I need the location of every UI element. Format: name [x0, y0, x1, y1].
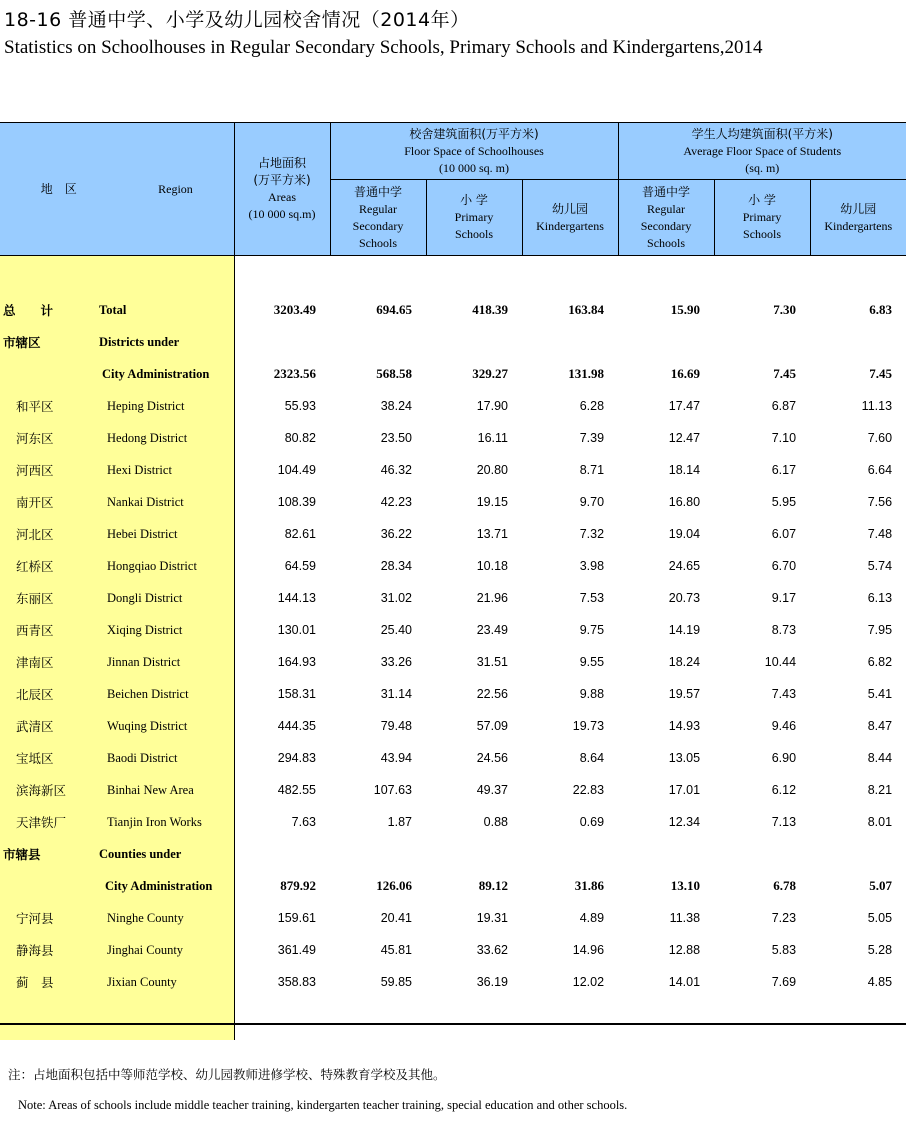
value-cell: 24.65	[668, 559, 701, 573]
value-cell: 5.83	[771, 943, 797, 957]
value-cell: 49.37	[476, 783, 508, 797]
value-cell: 7.10	[771, 431, 797, 445]
value-cell: 144.13	[277, 591, 316, 605]
value-cell: 10.18	[476, 559, 508, 573]
value-cell: 43.94	[380, 751, 412, 765]
sec-en2: Secondary	[352, 218, 404, 233]
value-cell: 15.90	[670, 302, 701, 317]
table-row	[0, 934, 906, 966]
table-row	[0, 742, 906, 774]
value-cell: 126.06	[376, 878, 412, 893]
value-cell: 9.17	[771, 591, 797, 605]
region-en-cell: Counties under	[96, 838, 234, 870]
sec-cn: 普通中学	[353, 184, 402, 199]
value-cell: 6.78	[773, 878, 797, 893]
value-cell: 158.31	[277, 687, 316, 701]
value-cell	[234, 838, 330, 870]
floor-kindergarten-header	[522, 180, 618, 256]
region-en-cell: Beichen District	[96, 678, 234, 710]
value-cell: 19.31	[476, 911, 508, 925]
tail-cell	[522, 998, 618, 1040]
value-cell: 9.88	[579, 687, 605, 701]
region-en-cell: Jinnan District	[96, 646, 234, 678]
table-body	[0, 256, 906, 1041]
spacer-cell	[330, 256, 426, 295]
spacer-cell	[714, 256, 810, 295]
value-cell: 31.51	[476, 655, 508, 669]
region-en-cell: Tianjin Iron Works	[96, 806, 234, 838]
value-cell: 5.07	[869, 878, 893, 893]
value-cell: 31.02	[380, 591, 412, 605]
region-cn-cell: 北辰区	[0, 678, 96, 710]
value-cell: 36.22	[380, 527, 412, 541]
value-cell: 12.34	[668, 815, 701, 829]
floor-secondary-header	[330, 180, 426, 256]
value-cell: 7.45	[869, 366, 893, 381]
value-cell: 7.32	[579, 527, 605, 541]
value-cell: 57.09	[476, 719, 508, 733]
value-cell: 18.24	[668, 655, 701, 669]
value-cell: 6.07	[771, 527, 797, 541]
value-cell: 80.82	[284, 431, 316, 445]
pri-cn: 小 学	[748, 193, 776, 207]
value-cell: 568.58	[376, 366, 412, 381]
value-cell: 7.48	[867, 527, 893, 541]
value-cell: 8.64	[579, 751, 605, 765]
value-cell	[810, 326, 906, 358]
value-cell: 20.80	[476, 463, 508, 477]
tail-cell	[234, 998, 330, 1040]
table-row	[0, 518, 906, 550]
table-row	[0, 454, 906, 486]
value-cell: 8.01	[867, 815, 893, 829]
value-cell: 8.47	[867, 719, 893, 733]
value-cell: 7.30	[773, 302, 797, 317]
avg-header-en2: (sq. m)	[745, 160, 780, 175]
value-cell: 82.61	[284, 527, 316, 541]
table-bottom-rule	[0, 1023, 906, 1025]
value-cell: 163.84	[568, 302, 605, 317]
pri-en2: Schools	[743, 227, 782, 241]
value-cell: 33.62	[476, 943, 508, 957]
value-cell	[330, 838, 426, 870]
floor-header-en1: Floor Space of Schoolhouses	[404, 143, 544, 158]
region-en-cell: Jinghai County	[96, 934, 234, 966]
value-cell	[618, 838, 714, 870]
region-en-cell: Heping District	[96, 390, 234, 422]
region-en-cell: Binhai New Area	[96, 774, 234, 806]
footnote-cn: 注：占地面积包括中等师范学校、幼儿园教师进修学校、特殊教育学校及其他。	[8, 1067, 446, 1082]
value-cell	[522, 326, 618, 358]
region-en-cell: Hexi District	[96, 454, 234, 486]
table-row	[0, 390, 906, 422]
region-en-cell: Xiqing District	[96, 614, 234, 646]
value-cell: 17.01	[668, 783, 701, 797]
value-cell: 5.05	[867, 911, 893, 925]
region-en-cell: Total	[96, 294, 234, 326]
value-cell: 0.88	[483, 815, 508, 829]
avg-kindergarten-header	[810, 180, 906, 256]
table-row	[0, 294, 906, 326]
value-cell: 5.28	[867, 943, 893, 957]
value-cell: 33.26	[380, 655, 412, 669]
table-row	[0, 326, 906, 358]
value-cell: 22.83	[572, 783, 605, 797]
region-cn-cell: 宁河县	[0, 902, 96, 934]
region-en-cell: City Administration	[96, 870, 234, 902]
page-title-cn: 18-16 普通中学、小学及幼儿园校舍情况（2014年）	[4, 9, 470, 31]
value-cell: 14.93	[668, 719, 701, 733]
value-cell: 107.63	[373, 783, 412, 797]
value-cell: 8.21	[867, 783, 893, 797]
kin-cn: 幼儿园	[552, 201, 589, 216]
region-cn-cell: 滨海新区	[0, 774, 96, 806]
value-cell: 36.19	[476, 975, 508, 989]
value-cell: 20.41	[380, 911, 412, 925]
value-cell: 28.34	[380, 559, 412, 573]
value-cell: 7.56	[867, 495, 893, 509]
area-header-cn1: 占地面积	[257, 156, 306, 170]
value-cell: 1.87	[387, 815, 412, 829]
region-cn-cell: 蓟 县	[0, 966, 96, 998]
spacer-cell	[810, 256, 906, 295]
value-cell: 23.49	[476, 623, 508, 637]
tail-cell	[0, 998, 234, 1040]
tail-cell	[714, 998, 810, 1040]
value-cell: 19.15	[476, 495, 508, 509]
region-header-en: Region	[158, 181, 193, 196]
value-cell: 7.63	[291, 815, 316, 829]
value-cell: 9.75	[579, 623, 605, 637]
value-cell: 131.98	[568, 366, 605, 381]
table-row	[0, 422, 906, 454]
tail-cell	[330, 998, 426, 1040]
value-cell: 14.19	[668, 623, 701, 637]
value-cell: 20.73	[668, 591, 701, 605]
value-cell: 42.23	[380, 495, 412, 509]
value-cell: 46.32	[380, 463, 412, 477]
region-cn-cell: 天津铁厂	[0, 806, 96, 838]
region-cn-cell: 河东区	[0, 422, 96, 454]
region-en-cell: Nankai District	[96, 486, 234, 518]
sec-en2: Secondary	[640, 218, 692, 233]
value-cell: 6.82	[867, 655, 893, 669]
value-cell: 14.01	[668, 975, 701, 989]
spacer-row	[0, 256, 906, 295]
region-en-cell: Hedong District	[96, 422, 234, 454]
value-cell: 358.83	[277, 975, 316, 989]
spacer-cell	[234, 256, 330, 295]
region-en-cell: Districts under	[96, 326, 234, 358]
region-cn-cell: 和平区	[0, 390, 96, 422]
value-cell: 164.93	[277, 655, 316, 669]
value-cell: 6.12	[771, 783, 797, 797]
floor-header-cn: 校舍建筑面积(万平方米)	[409, 126, 539, 141]
value-cell: 19.04	[668, 527, 701, 541]
value-cell: 38.24	[380, 399, 412, 413]
value-cell: 7.69	[771, 975, 797, 989]
value-cell: 64.59	[284, 559, 316, 573]
value-cell: 8.71	[579, 463, 605, 477]
avg-header-en1: Average Floor Space of Students	[683, 143, 842, 158]
value-cell: 4.89	[579, 911, 605, 925]
area-header-cn2: (万平方米)	[253, 173, 311, 187]
spacer-cell	[618, 256, 714, 295]
statistics-table-container	[0, 122, 906, 1024]
value-cell: 294.83	[277, 751, 316, 765]
value-cell: 6.90	[771, 751, 797, 765]
pri-cn: 小 学	[460, 193, 488, 207]
avg-header-cn: 学生人均建筑面积(平方米)	[691, 126, 833, 141]
value-cell: 7.13	[771, 815, 797, 829]
area-header-en1: Areas	[268, 190, 296, 204]
value-cell: 7.43	[771, 687, 797, 701]
table-row	[0, 966, 906, 998]
value-cell: 16.69	[670, 366, 701, 381]
value-cell: 17.47	[668, 399, 701, 413]
value-cell	[426, 838, 522, 870]
value-cell: 17.90	[476, 399, 508, 413]
value-cell	[714, 838, 810, 870]
sec-cn: 普通中学	[642, 184, 691, 199]
table-row	[0, 902, 906, 934]
value-cell: 9.70	[579, 495, 605, 509]
value-cell: 16.11	[477, 431, 508, 445]
value-cell: 14.96	[572, 943, 605, 957]
value-cell: 7.45	[773, 366, 797, 381]
region-en-cell: Jixian County	[96, 966, 234, 998]
table-row	[0, 678, 906, 710]
value-cell: 482.55	[277, 783, 316, 797]
value-cell: 8.73	[771, 623, 797, 637]
tail-cell	[618, 998, 714, 1040]
sec-en1: Regular	[647, 201, 686, 216]
region-cn-cell: 河西区	[0, 454, 96, 486]
region-cn-cell: 宝坻区	[0, 742, 96, 774]
value-cell: 12.02	[572, 975, 605, 989]
value-cell: 5.95	[771, 495, 797, 509]
value-cell: 108.39	[277, 495, 316, 509]
page-title-en: Statistics on Schoolhouses in Regular Secondary Schools, Primary Schools and Kindergartens,2014	[4, 37, 763, 58]
value-cell: 7.53	[579, 591, 605, 605]
spacer-cell	[522, 256, 618, 295]
value-cell	[522, 838, 618, 870]
value-cell: 7.39	[579, 431, 605, 445]
value-cell: 361.49	[277, 943, 316, 957]
value-cell: 19.73	[572, 719, 605, 733]
table-row	[0, 806, 906, 838]
value-cell: 6.87	[771, 399, 797, 413]
sec-en1: Regular	[359, 201, 397, 216]
region-en-cell: Dongli District	[96, 582, 234, 614]
region-cn-cell: 市辖县	[0, 838, 96, 870]
floor-header-en2: (10 000 sq. m)	[439, 160, 510, 175]
value-cell: 13.05	[668, 751, 701, 765]
value-cell	[618, 326, 714, 358]
value-cell: 22.56	[476, 687, 508, 701]
value-cell: 8.44	[867, 751, 893, 765]
value-cell: 10.44	[764, 655, 797, 669]
region-en-cell: Wuqing District	[96, 710, 234, 742]
region-cn-cell: 东丽区	[0, 582, 96, 614]
table-row	[0, 550, 906, 582]
value-cell: 3203.49	[273, 302, 316, 317]
value-cell: 19.57	[668, 687, 701, 701]
value-cell: 21.96	[476, 591, 508, 605]
value-cell: 3.98	[579, 559, 605, 573]
region-cn-cell: 红桥区	[0, 550, 96, 582]
value-cell: 5.74	[867, 559, 893, 573]
region-cn-cell	[0, 870, 96, 902]
value-cell: 7.23	[771, 911, 797, 925]
avg-space-header	[618, 123, 906, 180]
sec-en3: Schools	[358, 235, 397, 250]
area-header-en2: (10 000 sq.m)	[248, 207, 316, 221]
pri-en2: Schools	[454, 227, 493, 241]
value-cell: 130.01	[277, 623, 316, 637]
region-en-cell: Hebei District	[96, 518, 234, 550]
footnote-en: Note: Areas of schools include middle teacher training, kindergarten teacher training, special education and other schools.	[18, 1098, 628, 1112]
value-cell: 59.85	[380, 975, 412, 989]
value-cell: 2323.56	[273, 366, 316, 381]
value-cell: 79.48	[380, 719, 412, 733]
value-cell: 12.47	[668, 431, 701, 445]
value-cell: 12.88	[668, 943, 701, 957]
value-cell: 13.71	[476, 527, 508, 541]
value-cell	[234, 326, 330, 358]
spacer-cell	[426, 256, 522, 295]
value-cell: 879.92	[280, 878, 316, 893]
region-cn-cell: 河北区	[0, 518, 96, 550]
floor-space-header	[330, 123, 618, 180]
value-cell: 6.13	[867, 591, 893, 605]
region-cn-cell: 静海县	[0, 934, 96, 966]
value-cell: 24.56	[476, 751, 508, 765]
value-cell: 23.50	[380, 431, 412, 445]
value-cell: 6.70	[771, 559, 797, 573]
value-cell: 11.38	[669, 911, 701, 925]
floor-primary-header	[426, 180, 522, 256]
value-cell: 159.61	[277, 911, 316, 925]
pri-en1: Primary	[742, 210, 782, 224]
table-row	[0, 838, 906, 870]
area-header	[234, 123, 330, 256]
kin-cn: 幼儿园	[840, 201, 877, 216]
value-cell: 18.14	[668, 463, 701, 477]
region-cn-cell: 总 计	[0, 294, 96, 326]
region-header-cn: 地 区	[40, 181, 77, 196]
value-cell: 45.81	[380, 943, 412, 957]
value-cell: 25.40	[380, 623, 412, 637]
value-cell: 31.86	[574, 878, 605, 893]
kin-en: Kindergartens	[536, 218, 604, 233]
tail-row	[0, 998, 906, 1040]
table-row	[0, 614, 906, 646]
value-cell: 418.39	[472, 302, 508, 317]
table-row	[0, 646, 906, 678]
value-cell: 13.10	[670, 878, 701, 893]
spacer-cell	[0, 256, 234, 295]
value-cell: 4.85	[867, 975, 893, 989]
table-row	[0, 870, 906, 902]
table-row	[0, 358, 906, 390]
region-cn-cell: 津南区	[0, 646, 96, 678]
region-en-cell: Baodi District	[96, 742, 234, 774]
value-cell: 89.12	[478, 878, 508, 893]
table-row	[0, 710, 906, 742]
table-row	[0, 486, 906, 518]
value-cell: 5.41	[867, 687, 893, 701]
value-cell: 6.28	[579, 399, 605, 413]
value-cell: 9.55	[579, 655, 605, 669]
value-cell	[810, 838, 906, 870]
value-cell: 6.83	[869, 302, 893, 317]
region-en-cell: City Administration	[96, 358, 234, 390]
value-cell: 0.69	[579, 815, 605, 829]
pri-en1: Primary	[454, 210, 494, 224]
value-cell: 9.46	[771, 719, 797, 733]
region-cn-cell: 南开区	[0, 486, 96, 518]
region-cn-cell: 市辖区	[0, 326, 96, 358]
region-header	[0, 123, 234, 256]
tail-cell	[426, 998, 522, 1040]
region-en-cell: Ninghe County	[96, 902, 234, 934]
value-cell: 31.14	[380, 687, 412, 701]
value-cell: 11.13	[861, 399, 893, 413]
avg-primary-header	[714, 180, 810, 256]
region-cn-cell: 武清区	[0, 710, 96, 742]
region-cn-cell: 西青区	[0, 614, 96, 646]
value-cell	[426, 326, 522, 358]
avg-secondary-header	[618, 180, 714, 256]
value-cell: 694.65	[376, 302, 412, 317]
table-row	[0, 582, 906, 614]
value-cell	[714, 326, 810, 358]
statistics-table	[0, 122, 906, 1040]
value-cell: 6.17	[771, 463, 797, 477]
value-cell: 6.64	[867, 463, 893, 477]
kin-en: Kindergartens	[824, 218, 893, 233]
tail-cell	[810, 998, 906, 1040]
value-cell: 7.95	[867, 623, 893, 637]
value-cell: 16.80	[668, 495, 701, 509]
value-cell: 104.49	[277, 463, 316, 477]
region-en-cell: Hongqiao District	[96, 550, 234, 582]
region-cn-cell	[0, 358, 96, 390]
value-cell: 7.60	[867, 431, 893, 445]
sec-en3: Schools	[647, 235, 686, 250]
value-cell: 329.27	[472, 366, 508, 381]
value-cell: 55.93	[284, 399, 316, 413]
value-cell: 444.35	[277, 719, 316, 733]
table-row	[0, 774, 906, 806]
value-cell	[330, 326, 426, 358]
